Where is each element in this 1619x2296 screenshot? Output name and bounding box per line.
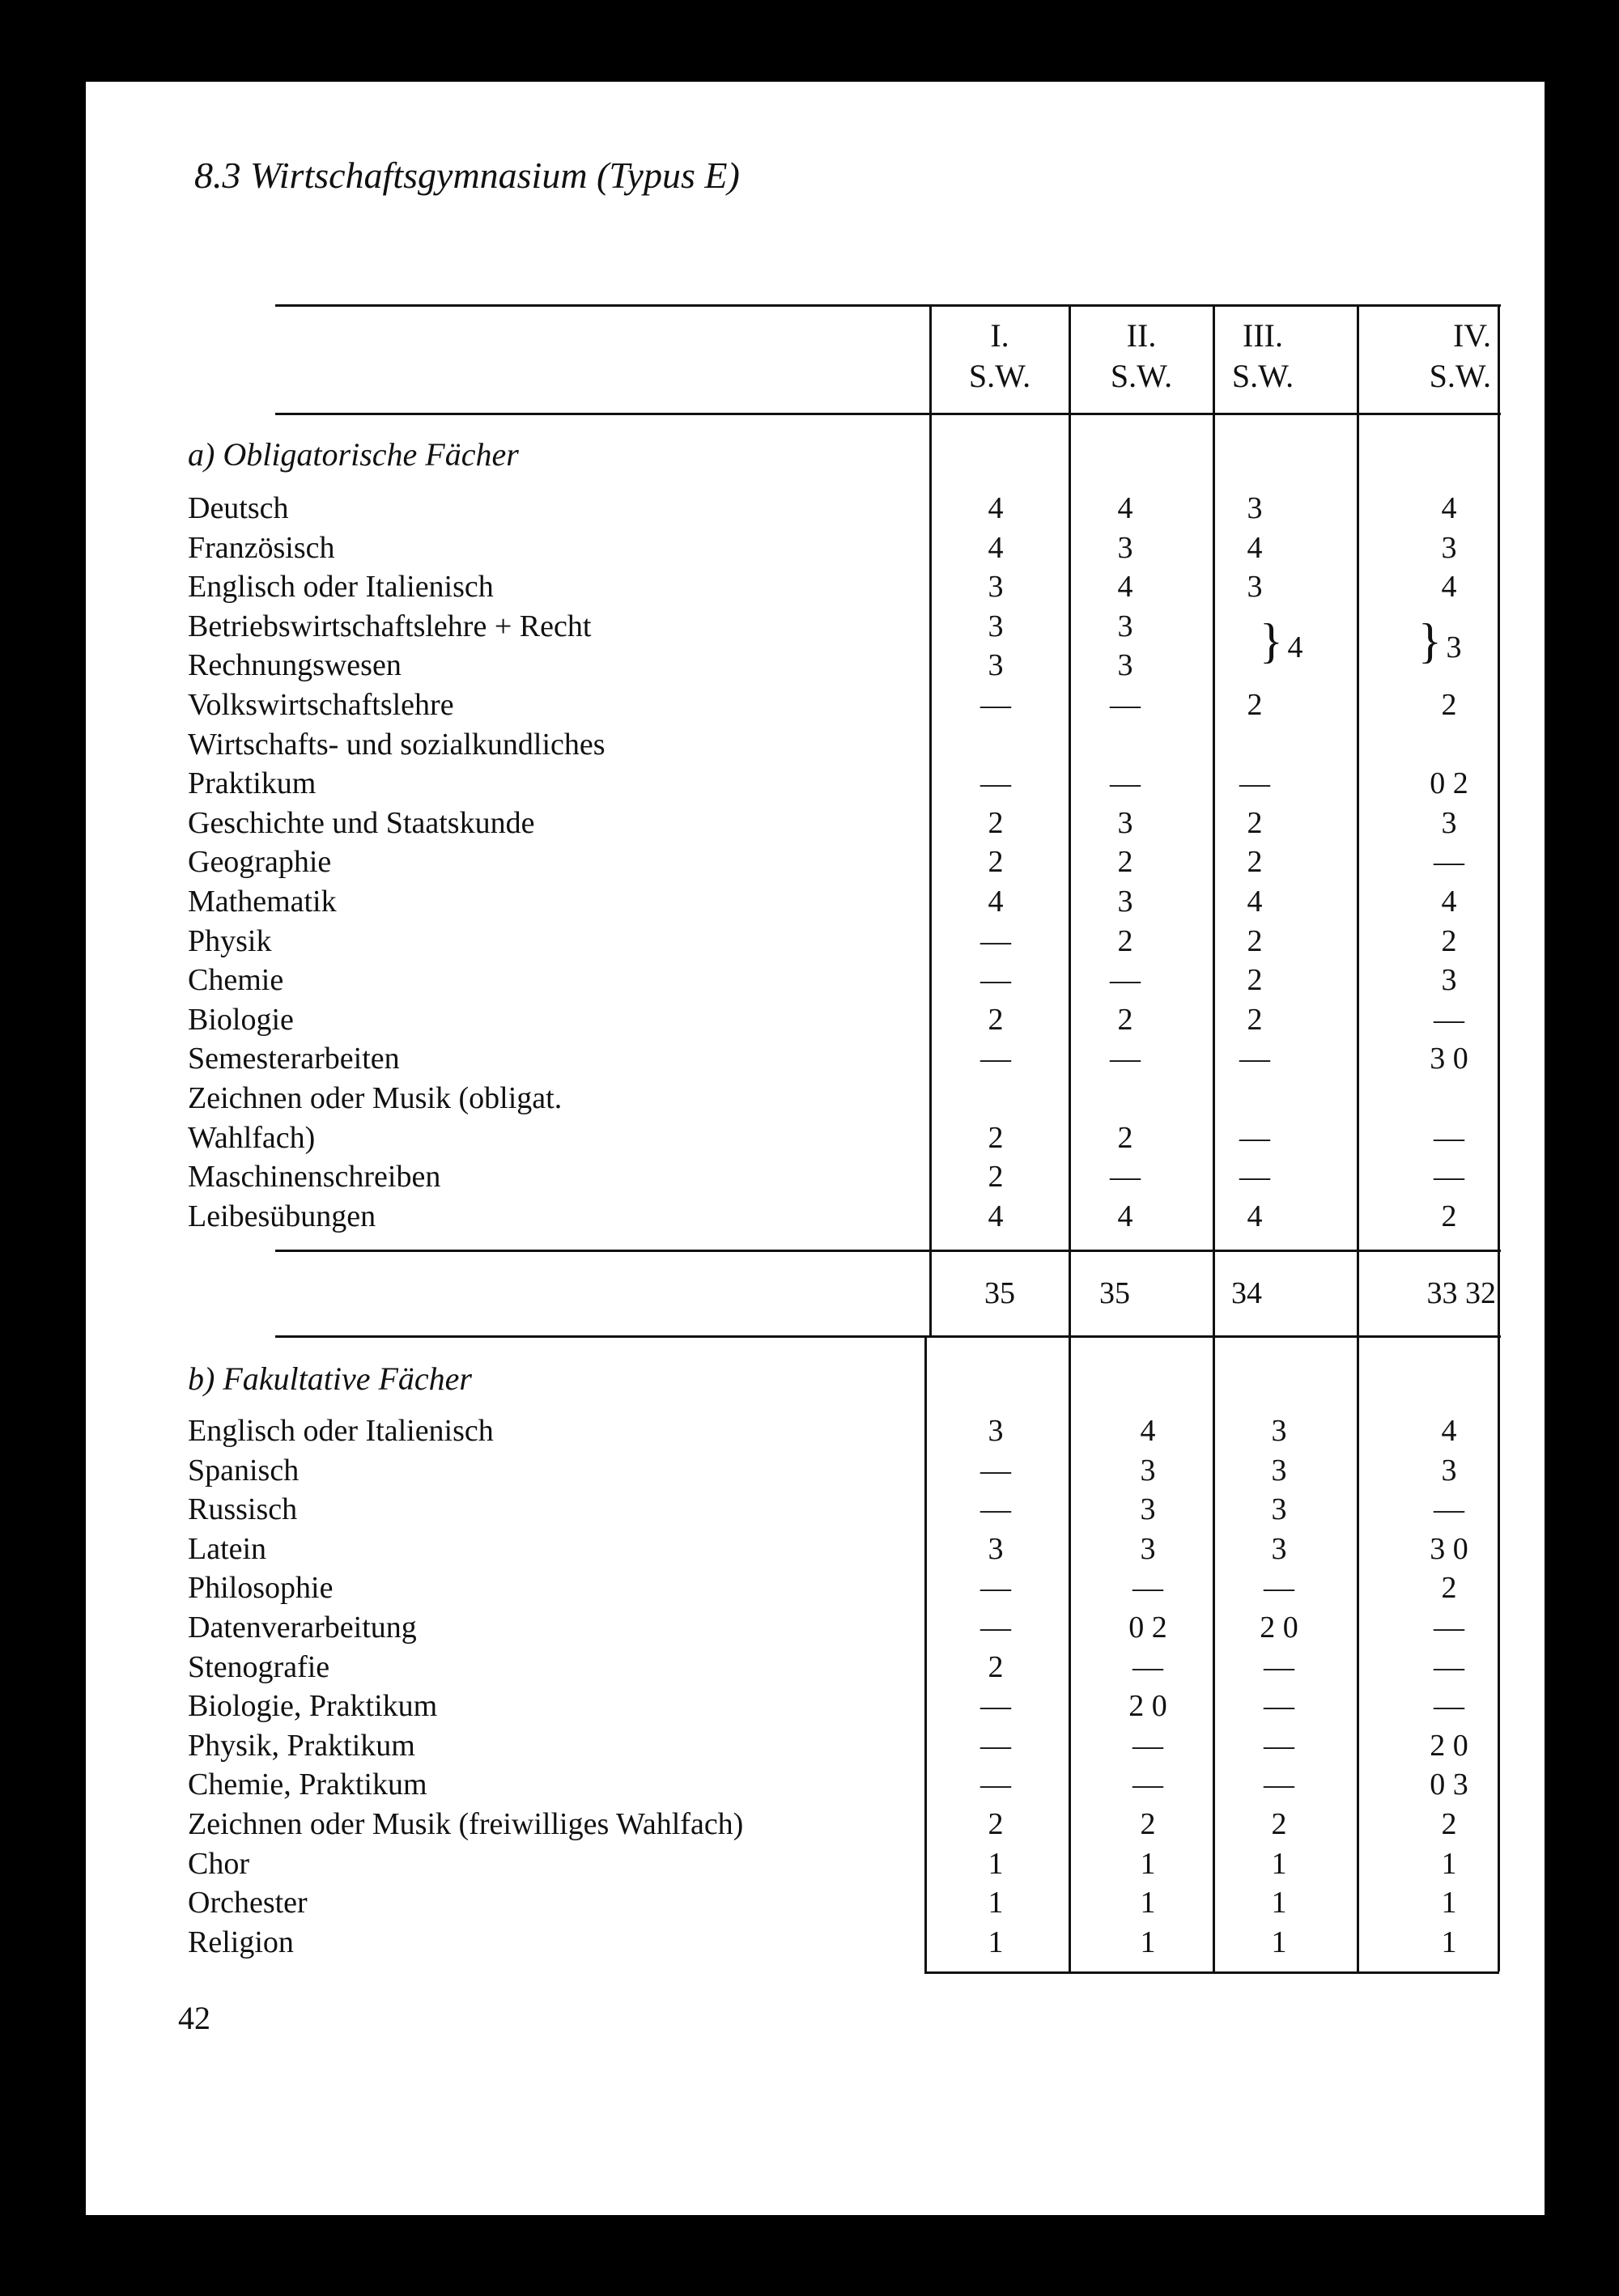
section-a-bottom-rule (275, 1250, 1501, 1252)
col-header-3-unit: S.W. (1231, 358, 1294, 394)
row-label: Deutsch (188, 491, 289, 525)
row-label: Stenografie (188, 1649, 330, 1684)
table-cell-col4: — (1434, 1492, 1464, 1527)
row-label: Leibesübungen (188, 1199, 376, 1233)
table-cell-col1: — (980, 1611, 1011, 1645)
row-label: Volkswirtschaftslehre (188, 688, 454, 722)
table-cell-col1: 2 (988, 1002, 1004, 1037)
column-divider-1 (929, 304, 932, 1335)
table-cell-col4: 2 (1441, 1199, 1457, 1233)
table-cell-col1: — (980, 1571, 1011, 1606)
table-cell-col1: 4 (988, 1199, 1004, 1233)
col-header-4-numeral: IV. (1452, 317, 1491, 354)
table-cell-col1: 2 (988, 1120, 1004, 1155)
table-cell-col1: 2 (988, 805, 1004, 840)
table-cell-col3: 2 (1247, 963, 1263, 998)
table-cell-col3: 2 (1247, 845, 1263, 880)
table-cell-col2: 3 (1117, 805, 1133, 840)
table-cell-col1: — (980, 923, 1011, 958)
table-cell-col4: 4 (1441, 570, 1457, 605)
table-cell-col2: 3 (1140, 1453, 1156, 1488)
table-cell-col3: — (1264, 1649, 1294, 1684)
table-cell-col2: 2 0 (1128, 1689, 1167, 1724)
table-cell-col3: — (1239, 1120, 1270, 1155)
row-label: Biologie (188, 1002, 294, 1037)
table-cell-col1: 1 (988, 1925, 1004, 1959)
column-divider-1b (924, 1335, 927, 1971)
table-cell-col1: 2 (988, 845, 1004, 880)
table-cell-col1: 4 (988, 885, 1004, 919)
table-cell-col2: — (1132, 1571, 1163, 1606)
row-label: Chor (188, 1846, 249, 1881)
totals-bottom-rule (275, 1335, 1501, 1338)
table-cell-col4: 1 (1441, 1846, 1457, 1881)
table-cell-col2: 3 (1117, 885, 1133, 919)
table-cell-col2: — (1110, 766, 1141, 801)
table-cell-col3: 3 (1247, 570, 1263, 605)
table-cell-col2: 3 (1140, 1531, 1156, 1566)
table-cell-col1: — (980, 963, 1011, 998)
brace-col3: } (1260, 614, 1283, 668)
col-header-4 (1376, 316, 1498, 397)
table-cell-col2: 1 (1140, 1925, 1156, 1959)
table-cell-col4: — (1434, 1002, 1464, 1037)
table-cell-col1: 2 (988, 1649, 1004, 1684)
table-cell-col1: 3 (988, 648, 1004, 683)
table-cell-col3: 2 (1247, 688, 1263, 722)
table-cell-col4: 2 (1441, 688, 1457, 722)
col-header-2-unit: S.W. (1110, 358, 1173, 394)
col-header-2-numeral: II. (1126, 317, 1157, 354)
table-cell-col1: — (980, 1768, 1011, 1802)
table-cell-col2: 2 (1117, 845, 1133, 880)
row-label: Rechnungswesen (188, 648, 402, 683)
table-cell-col3: 3 (1271, 1414, 1287, 1448)
table-cell-col3: 4 (1247, 1199, 1263, 1233)
table-cell-col2: — (1110, 688, 1141, 722)
braced-col3-value: 4 (1287, 630, 1303, 664)
table-cell-col4: 4 (1441, 1414, 1457, 1448)
col-header-2 (1070, 316, 1213, 397)
table-cell-col4: — (1434, 1120, 1464, 1155)
row-label: Maschinenschreiben (188, 1160, 441, 1195)
col-header-1-numeral: I. (990, 317, 1009, 354)
table-cell-col4: 1 (1441, 1886, 1457, 1920)
table-cell-col3: 2 (1247, 923, 1263, 958)
table-cell-col2: 4 (1117, 570, 1133, 605)
total-col4: 33 32 (1426, 1276, 1496, 1310)
row-label: Orchester (188, 1886, 308, 1920)
table-cell-col1: 3 (988, 1414, 1004, 1448)
row-label: Englisch oder Italienisch (188, 570, 494, 605)
row-label: Russisch (188, 1492, 298, 1527)
total-col1: 35 (984, 1276, 1015, 1310)
table-cell-col1: 3 (988, 1531, 1004, 1566)
col-header-1 (931, 316, 1069, 397)
table-cell-col4: 3 (1441, 1453, 1457, 1488)
table-cell-col3: 2 0 (1260, 1611, 1298, 1645)
table-cell-col2: — (1132, 1649, 1163, 1684)
row-label: Latein (188, 1531, 267, 1566)
table-cell-col3: — (1264, 1768, 1294, 1802)
table-cell-col3: — (1264, 1689, 1294, 1724)
table-cell-col2: — (1110, 1160, 1141, 1195)
table-cell-col4: — (1434, 845, 1464, 880)
row-label: Zeichnen oder Musik (obligat. (188, 1081, 563, 1115)
table-cell-col3: — (1264, 1728, 1294, 1763)
table-cell-col3: 2 (1271, 1807, 1287, 1841)
table-cell-col2: 2 (1117, 1002, 1133, 1037)
table-cell-col1: 4 (988, 491, 1004, 525)
column-divider-right (1498, 304, 1500, 1971)
table-cell-col2: 4 (1117, 1199, 1133, 1233)
table-cell-col1: 1 (988, 1846, 1004, 1881)
header-bottom-rule (275, 413, 1501, 415)
table-cell-col1: 4 (988, 530, 1004, 565)
table-cell-col3: 1 (1271, 1886, 1287, 1920)
table-cell-col1: — (980, 688, 1011, 722)
col-header-4-unit: S.W. (1429, 358, 1491, 394)
column-divider-4 (1357, 304, 1359, 1971)
table-cell-col2: — (1132, 1768, 1163, 1802)
col-header-1-unit: S.W. (968, 358, 1031, 394)
page-title: 8.3 Wirtschaftsgymnasium (Typus E) (194, 155, 740, 196)
table-cell-col4: 3 (1441, 963, 1457, 998)
row-label: Physik (188, 923, 272, 958)
table-cell-col3: 3 (1271, 1531, 1287, 1566)
row-label: Physik, Praktikum (188, 1728, 415, 1763)
table-cell-col3: — (1239, 1160, 1270, 1195)
row-label: Mathematik (188, 885, 337, 919)
table-cell-col2: 4 (1140, 1414, 1156, 1448)
table-cell-col1: — (980, 1689, 1011, 1724)
table-cell-col3: 3 (1271, 1492, 1287, 1527)
total-col3: 34 (1231, 1276, 1262, 1310)
total-col2: 35 (1099, 1276, 1130, 1310)
table-cell-col4: 1 (1441, 1925, 1457, 1959)
brace-col4: } (1418, 614, 1442, 668)
table-cell-col4: — (1434, 1689, 1464, 1724)
table-cell-col3: 3 (1247, 491, 1263, 525)
table-cell-col2: 1 (1140, 1846, 1156, 1881)
column-divider-2 (1069, 304, 1071, 1971)
table-cell-col1: 1 (988, 1886, 1004, 1920)
table-cell-col4: — (1434, 1160, 1464, 1195)
row-label: Chemie, Praktikum (188, 1768, 427, 1802)
table-cell-col3: 2 (1247, 1002, 1263, 1037)
row-label: Semesterarbeiten (188, 1042, 400, 1076)
table-cell-col2: 4 (1117, 491, 1133, 525)
table-cell-col4: 0 3 (1430, 1768, 1468, 1802)
table-cell-col2: 0 2 (1128, 1611, 1167, 1645)
table-cell-col1: — (980, 1042, 1011, 1076)
row-label: Chemie (188, 963, 284, 998)
table-cell-col3: — (1239, 1042, 1270, 1076)
table-cell-col4: 3 (1441, 530, 1457, 565)
table-cell-col2: — (1110, 963, 1141, 998)
table-cell-col3: — (1264, 1571, 1294, 1606)
row-label: Wahlfach) (188, 1120, 316, 1155)
row-label: Praktikum (188, 766, 317, 801)
braced-col4-value: 3 (1446, 630, 1462, 664)
table-cell-col4: — (1434, 1649, 1464, 1684)
table-cell-col2: 3 (1117, 648, 1133, 683)
table-cell-col1: 3 (988, 609, 1004, 643)
table-cell-col3: 3 (1271, 1453, 1287, 1488)
col-header-3 (1214, 316, 1311, 397)
table-cell-col2: 1 (1140, 1886, 1156, 1920)
table-cell-col1: — (980, 1453, 1011, 1488)
page-number: 42 (178, 2000, 210, 2036)
table-cell-col1: — (980, 1728, 1011, 1763)
col-header-3-numeral: III. (1243, 317, 1283, 354)
table-cell-col4: 0 2 (1430, 766, 1468, 801)
table-cell-col1: 3 (988, 570, 1004, 605)
table-cell-col3: — (1239, 766, 1270, 801)
row-label: Geschichte und Staatskunde (188, 805, 535, 840)
table-top-rule (275, 304, 1501, 307)
table-cell-col2: 2 (1117, 923, 1133, 958)
table-cell-col1: 2 (988, 1160, 1004, 1195)
table-cell-col3: 1 (1271, 1846, 1287, 1881)
section-b-title: b) Fakultative Fächer (188, 1360, 472, 1397)
table-cell-col4: 3 0 (1430, 1531, 1468, 1566)
table-cell-col4: 3 (1441, 805, 1457, 840)
table-cell-col2: — (1110, 1042, 1141, 1076)
table-cell-col2: 3 (1140, 1492, 1156, 1527)
table-cell-col1: — (980, 766, 1011, 801)
row-label: Französisch (188, 530, 335, 565)
table-cell-col4: 4 (1441, 491, 1457, 525)
table-cell-col1: — (980, 1492, 1011, 1527)
row-label: Philosophie (188, 1571, 334, 1606)
row-label: Datenverarbeitung (188, 1611, 417, 1645)
row-label: Wirtschafts- und sozialkundliches (188, 727, 606, 762)
table-cell-col4: 3 0 (1430, 1042, 1468, 1076)
table-cell-col4: 2 (1441, 923, 1457, 958)
row-label: Geographie (188, 845, 332, 880)
row-label: Spanisch (188, 1453, 300, 1488)
row-label: Englisch oder Italienisch (188, 1414, 494, 1448)
table-cell-col2: 3 (1117, 609, 1133, 643)
table-cell-col1: 2 (988, 1807, 1004, 1841)
table-bottom-rule (924, 1971, 1499, 1974)
row-label: Religion (188, 1925, 294, 1959)
row-label: Zeichnen oder Musik (freiwilliges Wahlfach) (188, 1807, 744, 1841)
row-label: Biologie, Praktikum (188, 1689, 438, 1724)
table-cell-col3: 4 (1247, 885, 1263, 919)
table-cell-col4: 2 (1441, 1807, 1457, 1841)
table-cell-col2: 3 (1117, 530, 1133, 565)
row-label: Betriebswirtschaftslehre + Recht (188, 609, 592, 643)
table-cell-col3: 2 (1247, 805, 1263, 840)
table-cell-col3: 1 (1271, 1925, 1287, 1959)
table-cell-col2: 2 (1117, 1120, 1133, 1155)
table-cell-col4: 4 (1441, 885, 1457, 919)
table-cell-col2: 2 (1140, 1807, 1156, 1841)
table-cell-col2: — (1132, 1728, 1163, 1763)
table-cell-col4: 2 0 (1430, 1728, 1468, 1763)
section-a-title: a) Obligatorische Fächer (188, 436, 519, 473)
table-cell-col3: 4 (1247, 530, 1263, 565)
table-cell-col4: 2 (1441, 1571, 1457, 1606)
table-cell-col4: — (1434, 1611, 1464, 1645)
